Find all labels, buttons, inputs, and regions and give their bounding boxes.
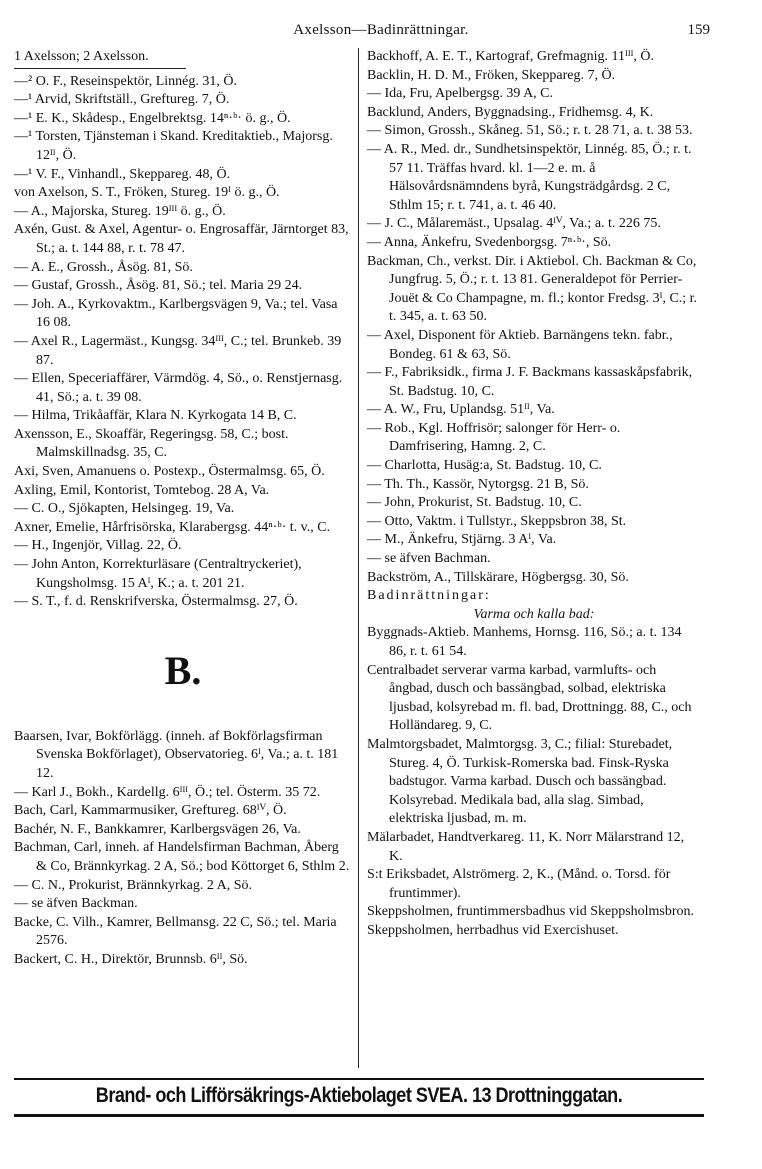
page-header xyxy=(0,22,762,46)
left-column xyxy=(14,48,352,970)
column-divider xyxy=(358,48,359,1068)
directory-entry: S:t Eriksbadet, Alströmerg. 2, K., (Månd. o. Torsd. för fruntimmer). xyxy=(367,867,671,901)
directory-entry: Byggnads-Aktieb. Manhems, Hornsg. 116, Sö.; a. t. 134 86, r. t. 61 54. xyxy=(367,625,682,659)
directory-entry: — se äfven Bachman. xyxy=(367,551,491,567)
page-number: 159 xyxy=(687,22,710,38)
directory-entry: Backe, C. Vilh., Kamrer, Bellmansg. 22 C, Sö.; tel. Maria 2576. xyxy=(14,914,337,949)
directory-entry: — C. N., Prokurist, Brännkyrkag. 2 A, Sö. xyxy=(14,877,252,893)
directory-entry: — A. E., Grossh., Åsög. 81, Sö. xyxy=(14,259,193,275)
directory-entry: — Otto, Vaktm. i Tullstyr., Skeppsbron 38, St. xyxy=(367,513,627,529)
directory-entry: — Th. Th., Kassör, Nytorgsg. 21 B, Sö. xyxy=(367,476,589,492)
directory-entry: — Gustaf, Grossh., Åsög. 81, Sö.; tel. Maria 29 24. xyxy=(14,278,303,294)
directory-entry: —¹ Torsten, Tjänsteman i Skand. Kreditaktieb., Majorsg. 12ᴵᴵ, Ö. xyxy=(14,129,333,163)
directory-entry: — A., Majorska, Stureg. 19ᴵᴵᴵ ö. g., Ö. xyxy=(14,203,226,219)
directory-entry: Backlund, Anders, Byggnadsing., Fridhemsg. 4, K. xyxy=(367,104,654,120)
section-subheading: Varma och kalla bad: xyxy=(473,606,595,622)
directory-entry: Bach, Carl, Kammarmusiker, Greftureg. 68ᴵⱽ, Ö. xyxy=(14,803,287,819)
right-entries-after xyxy=(367,624,701,940)
directory-entry: —² O. F., Reseinspektör, Linnég. 31, Ö. xyxy=(14,73,237,89)
directory-entry: Axensson, E., Skoaffär, Regeringsg. 58, C.; bost. Malmskillnadsg. 35, C. xyxy=(14,426,289,461)
directory-entry: Skeppsholmen, fruntimmersbadhus vid Skeppsholmsbron. xyxy=(367,904,695,920)
directory-entry: — Charlotta, Husäg:a, St. Badstug. 10, C. xyxy=(367,458,602,474)
directory-entry: Backert, C. H., Direktör, Brunnsb. 6ᴵᴵ, Sö. xyxy=(14,951,248,967)
directory-entry: — se äfven Backman. xyxy=(14,896,138,912)
directory-entry: — Rob., Kgl. Hoffrisör; salonger för Herr- o. Damfrisering, Hamng. 2, C. xyxy=(367,420,621,455)
directory-entry: — Hilma, Trikåaffär, Klara N. Kyrkogata 14 B, C. xyxy=(14,408,297,424)
directory-entry: — John, Prokurist, St. Badstug. 10, C. xyxy=(367,495,582,511)
directory-entry: Axén, Gust. & Axel, Agentur- o. Engrosaffär, Järntorget 83, St.; a. t. 144 88, r. t. 78 47. xyxy=(14,222,349,256)
directory-entry: Axner, Emelie, Hårfrisörska, Klarabergsg. 44ⁿ·ᵇ· t. v., C. xyxy=(14,519,331,535)
directory-entry: Axling, Emil, Kontorist, Tomtebog. 28 A, Va. xyxy=(14,482,270,498)
directory-entry: — Ida, Fru, Apelbergsg. 39 A, C. xyxy=(367,86,554,102)
directory-entry: —¹ E. K., Skådesp., Engelbrektsg. 14ⁿ·ᵇ· ö. g., Ö. xyxy=(14,110,291,126)
right-entries-before xyxy=(367,48,701,587)
range-label: 1 Axelsson; 2 Axelsson. xyxy=(14,48,186,69)
directory-entry: von Axelson, S. T., Fröken, Stureg. 19ᴵ ö. g., Ö. xyxy=(14,185,280,201)
directory-entry: — Joh. A., Kyrkovaktm., Karlbergsvägen 9, Va.; tel. Vasa 16 08. xyxy=(14,296,338,331)
directory-entry: — Axel, Disponent för Aktieb. Barnängens tekn. fabr., Bondeg. 61 & 63, Sö. xyxy=(367,327,673,362)
directory-entry: — J. C., Målaremäst., Upsalag. 4ᴵⱽ, Va.; a. t. 226 75. xyxy=(367,216,661,232)
directory-entry: — A. R., Med. dr., Sundhetsinspektör, Linnég. 85, Ö.; r. t. 57 11. Träffas hvard. kl. 1—2 e. m. å Hälsovårdsnämndens byrå, Kungsträdgårdsg. 2 C, Sthlm 15; r. t. 741, a. t. 46 40. xyxy=(367,141,692,213)
directory-entry: — S. T., f. d. Renskrifverska, Östermalmsg. 27, Ö. xyxy=(14,594,298,610)
footer-rule-top xyxy=(14,1078,704,1080)
directory-entry: Mälarbadet, Handtverkareg. 11, K. Norr Mälarstrand 12, K. xyxy=(367,829,685,864)
directory-entry: Backström, A., Tillskärare, Högbergsg. 30, Sö. xyxy=(367,569,629,585)
letter-heading: B. xyxy=(164,647,202,693)
directory-entry: — C. O., Sjökapten, Helsingeg. 19, Va. xyxy=(14,501,235,517)
directory-entry: — Ellen, Speceriaffärer, Värmdög. 4, Sö., o. Renstjernasg. 41, Sö.; a. t. 39 08. xyxy=(14,371,343,405)
directory-entry: Skeppsholmen, herrbadhus vid Exercishuset. xyxy=(367,922,619,938)
left-entries-after xyxy=(14,728,352,970)
directory-entry: Baarsen, Ivar, Bokförlägg. (inneh. af Bokförlagsfirman Svenska Bokförlaget), Observatorieg. 6ᴵ, Va.; a. t. 181 12. xyxy=(14,728,339,781)
directory-entry: Bachman, Carl, inneh. af Handelsfirman Bachman, Åberg & Co, Brännkyrkag. 2 A, Sö.; bod Köttorget 6, Sthlm 2. xyxy=(14,840,350,874)
footer-advertisement: Brand- och Lifförsäkrings-Aktiebolaget SVEA. 13 Drottninggatan. xyxy=(95,1084,623,1107)
directory-entry: — Axel R., Lagermäst., Kungsg. 34ᴵᴵᴵ, C.; tel. Brunkeb. 39 87. xyxy=(14,333,342,368)
directory-entry: — John Anton, Korrekturläsare (Centraltryckeriet), Kungsholmsg. 15 Aᴵ, K.; a. t. 201 21. xyxy=(14,557,302,591)
directory-entry: Axi, Sven, Amanuens o. Postexp., Östermalmsg. 65, Ö. xyxy=(14,464,325,480)
directory-entry: Centralbadet serverar varma karbad, varmlufts- och ångbad, dusch och bassängbad, solbad, elektriska ljusbad, kolsyrebad m. fl. bad, Drottningg. 88, C., och Holländareg. 9, C. xyxy=(367,662,692,734)
directory-entry: Backman, Ch., verkst. Dir. i Aktiebol. Ch. Backman & Co, Jungfrug. 5, Ö.; r. t. 13 81. Generaldepot för Perrier-Jouët & Co Champagne, m. fl.; kontor Fredsg. 3ᴵ, C.; r. t. 345, a. t. 63 50. xyxy=(367,253,698,325)
left-entries-before xyxy=(14,73,352,612)
directory-entry: — A. W., Fru, Uplandsg. 51ᴵᴵ, Va. xyxy=(367,402,555,418)
directory-entry: Malmtorgsbadet, Malmtorgsg. 3, C.; filial: Sturebadet, Stureg. 4, Ö. Turkisk-Romerska bad. Finsk-Ryska badstugor. Varma karbad. Dusch och bassängbad. Kolsyrebad. Medikala bad, alla slag. Simbad, elektriska ljusbad, m. m. xyxy=(367,736,673,827)
footer-rule-bottom xyxy=(14,1114,704,1117)
directory-entry: — F., Fabriksidk., firma J. F. Backmans kassaskåpsfabrik, St. Badstug. 10, C. xyxy=(367,365,693,399)
directory-entry: — Simon, Grossh., Skåneg. 51, Sö.; r. t. 28 71, a. t. 38 53. xyxy=(367,123,693,139)
directory-entry: — M., Änkefru, Stjärng. 3 Aᴵ, Va. xyxy=(367,532,557,548)
running-title: Axelsson—Badinrättningar. xyxy=(293,22,469,38)
directory-entry: —¹ Arvid, Skriftställ., Greftureg. 7, Ö. xyxy=(14,92,230,108)
directory-entry: Bachér, N. F., Bankkamrer, Karlbergsvägen 26, Va. xyxy=(14,821,301,837)
directory-entry: Backlin, H. D. M., Fröken, Skeppareg. 7, Ö. xyxy=(367,67,616,83)
directory-entry: — Karl J., Bokh., Kardellg. 6ᴵᴵᴵ, Ö.; tel. Österm. 35 72. xyxy=(14,784,321,800)
directory-entry: — Anna, Änkefru, Svedenborgsg. 7ⁿ·ᵇ·, Sö. xyxy=(367,234,612,250)
right-column xyxy=(367,48,701,941)
directory-entry: — H., Ingenjör, Villag. 22, Ö. xyxy=(14,538,182,554)
directory-entry: Backhoff, A. E. T., Kartograf, Grefmagnig. 11ᴵᴵᴵ, Ö. xyxy=(367,49,655,64)
section-heading: Badinrättningar: xyxy=(367,588,491,604)
directory-entry: —¹ V. F., Vinhandl., Skeppareg. 48, Ö. xyxy=(14,166,231,182)
